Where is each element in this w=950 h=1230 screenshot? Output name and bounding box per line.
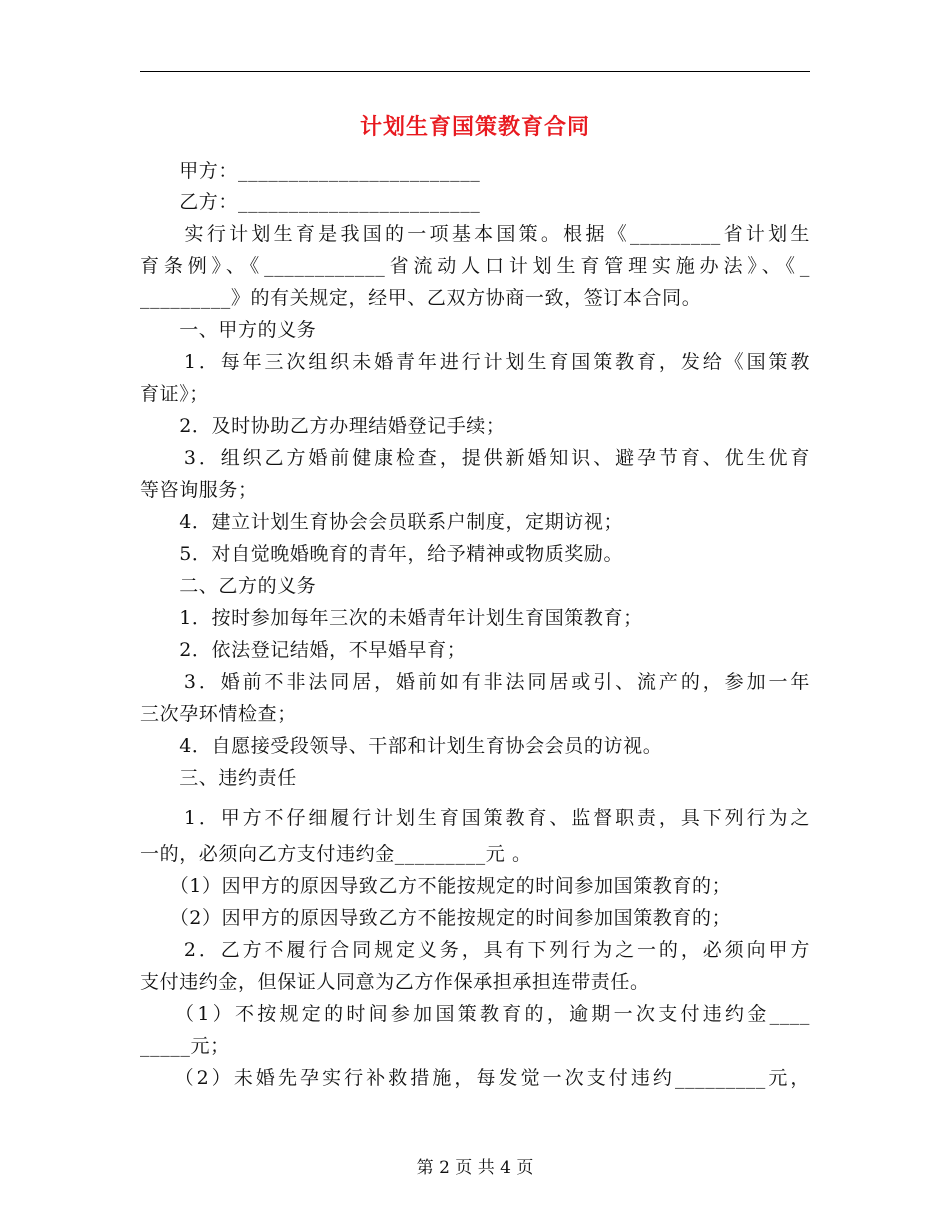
body-line: 育条例》、《____________省流动人口计划生育管理实施办法》、《_ — [140, 255, 810, 277]
body-line: 育证》； — [140, 383, 209, 405]
body-line: 三、违约责任 — [140, 767, 297, 789]
body-line: _________》的有关规定，经甲、乙双方协商一致，签订本合同。 — [140, 287, 702, 309]
body-line: 4．建立计划生育协会会员联系户制度，定期访视； — [140, 511, 624, 533]
page-footer: 第 2 页 共 4 页 — [416, 1158, 534, 1178]
body-line: 等咨询服务； — [140, 479, 258, 501]
body-line: 实行计划生育是我国的一项基本国策。根据《_________省计划生 — [140, 223, 810, 245]
body-line: 1．每年三次组织未婚青年进行计划生育国策教育，发给《国策教 — [140, 351, 810, 373]
body-line: 一、甲方的义务 — [140, 319, 317, 341]
header-rule — [140, 71, 810, 72]
body-line: 1．按时参加每年三次的未婚青年计划生育国策教育； — [140, 607, 643, 629]
body-line: 一的，必须向乙方支付违约金_________元 。 — [140, 843, 532, 865]
body-line: 2．及时协助乙方办理结婚登记手续； — [140, 415, 506, 437]
body-line: （2）未婚先孕实行补救措施，每发觉一次支付违约_________元， — [140, 1067, 810, 1089]
body-line: 支付违约金，但保证人同意为乙方作保承担承担连带责任。 — [140, 971, 650, 993]
document-title: 计划生育国策教育合同 — [359, 115, 590, 140]
body-line: _____元； — [140, 1035, 230, 1057]
body-line: （1）不按规定的时间参加国策教育的，逾期一次支付违约金____ — [140, 1003, 810, 1025]
body-line: 5．对自觉晚婚晚育的青年，给予精神或物质奖励。 — [140, 543, 624, 565]
body-line: 2．依法登记结婚，不早婚早育； — [140, 639, 467, 661]
body-line: 2．乙方不履行合同规定义务，具有下列行为之一的，必须向甲方 — [140, 939, 810, 961]
body-line: 3．婚前不非法同居，婚前如有非法同居或引、流产的，参加一年 — [140, 671, 810, 693]
body-line: 乙方：________________________ — [140, 191, 481, 213]
body-line: 4．自愿接受段领导、干部和计划生育协会会员的访视。 — [140, 735, 663, 757]
body-line: 甲方：________________________ — [140, 160, 481, 182]
body-line: 二、乙方的义务 — [140, 575, 317, 597]
body-line: 3．组织乙方婚前健康检查，提供新婚知识、避孕节育、优生优育 — [140, 447, 810, 469]
body-line: （1）因甲方的原因导致乙方不能按规定的时间参加国策教育的； — [140, 875, 732, 897]
body-line: 1．甲方不仔细履行计划生育国策教育、监督职责，具下列行为之 — [140, 807, 810, 829]
body-line: （2）因甲方的原因导致乙方不能按规定的时间参加国策教育的； — [140, 907, 732, 929]
body-line: 三次孕环情检查； — [140, 703, 297, 725]
